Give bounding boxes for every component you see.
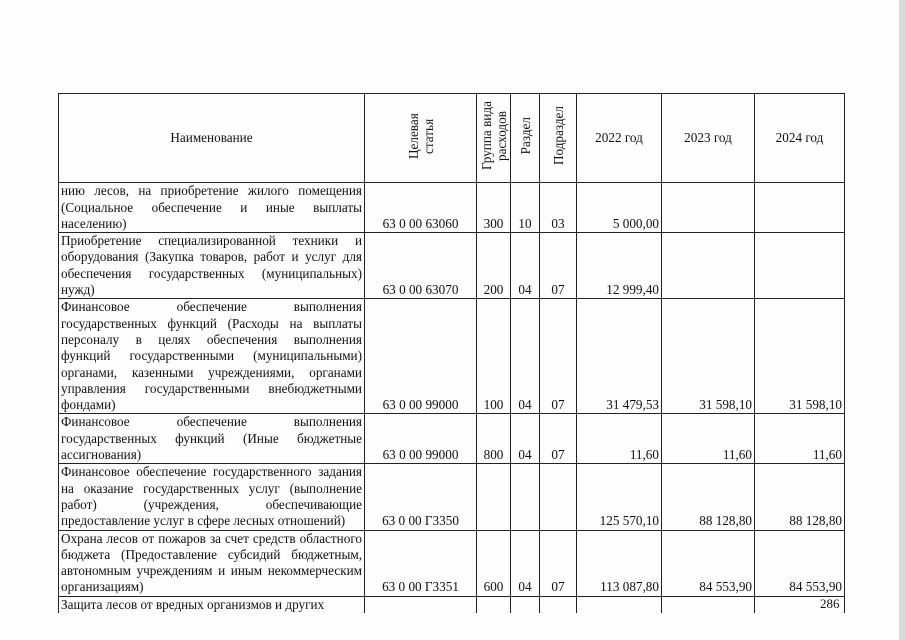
cell-y2024 <box>755 183 845 233</box>
table-row <box>59 530 845 596</box>
cell-y2022: 11,60 <box>577 414 662 464</box>
cell-target: 63 0 00 Г3350 <box>365 464 477 530</box>
table-row <box>59 596 845 613</box>
cell-section: 04 <box>511 414 540 464</box>
header-subsection-label: Подраздел <box>550 106 566 166</box>
header-row <box>59 94 845 183</box>
cell-group: 600 <box>477 530 511 596</box>
cell-name: Охрана лесов от пожаров за счет средств областного бюджета (Предоставление субсидий бюджетным, автономным учреждениям и иным некоммерческим организациям) <box>59 530 365 596</box>
table-row <box>59 183 845 233</box>
cell-target: 63 0 00 63070 <box>365 233 477 299</box>
cell-y2024 <box>755 233 845 299</box>
cell-y2022: 5 000,00 <box>577 183 662 233</box>
cell-name: Финансовое обеспечение выполнения государственных функций (Расходы на выплаты персоналу в целях обеспечения выполнения функций государственными (муниципальными) органами, казенными учреждениями, органами управления государственными внебюджетными фондами) <box>59 299 365 414</box>
cell-y2022: 113 087,80 <box>577 530 662 596</box>
cell-group: 200 <box>477 233 511 299</box>
header-name: Наименование <box>59 94 365 183</box>
cell-subsection <box>540 464 577 530</box>
cell-y2024: 31 598,10 <box>755 299 845 414</box>
header-2024: 2024 год <box>755 94 845 183</box>
cell-y2024: 88 128,80 <box>755 464 845 530</box>
cell-subsection: 03 <box>540 183 577 233</box>
cell-group: 100 <box>477 299 511 414</box>
cell-y2023: 11,60 <box>662 414 755 464</box>
cell-subsection: 07 <box>540 233 577 299</box>
table-body <box>59 183 845 613</box>
cell-y2024: 84 553,90 <box>755 530 845 596</box>
cell-subsection: 07 <box>540 299 577 414</box>
cell-y2024: 11,60 <box>755 414 845 464</box>
cell-name: Финансовое обеспечение выполнения государственных функций (Иные бюджетные ассигнования) <box>59 414 365 464</box>
page-number: 286 <box>820 596 840 611</box>
budget-table <box>58 93 845 613</box>
cell-y2023 <box>662 596 755 613</box>
cell-section <box>511 596 540 613</box>
cell-y2022: 125 570,10 <box>577 464 662 530</box>
header-2023: 2023 год <box>662 94 755 183</box>
table-row <box>59 233 845 299</box>
header-expense-group <box>477 94 511 183</box>
cell-y2023: 88 128,80 <box>662 464 755 530</box>
cell-section: 10 <box>511 183 540 233</box>
header-2022: 2022 год <box>577 94 662 183</box>
cell-name: нию лесов, на приобретение жилого помещения (Социальное обеспечение и иные выплаты населению) <box>59 183 365 233</box>
table-row <box>59 299 845 414</box>
cell-name: Финансовое обеспечение государственного задания на оказание государственных услуг (выполнение работ) (учреждения, обеспечивающие предоставление услуг в сфере лесных отношений) <box>59 464 365 530</box>
cell-y2023 <box>662 183 755 233</box>
page-edge <box>899 0 905 640</box>
cell-y2023 <box>662 233 755 299</box>
header-subsection <box>540 94 577 183</box>
cell-section: 04 <box>511 299 540 414</box>
header-section <box>511 94 540 183</box>
cell-group: 300 <box>477 183 511 233</box>
cell-target: 63 0 00 99000 <box>365 299 477 414</box>
cell-y2022 <box>577 596 662 613</box>
cell-section <box>511 464 540 530</box>
header-target-article <box>365 94 477 183</box>
cell-y2023: 84 553,90 <box>662 530 755 596</box>
cell-y2022: 31 479,53 <box>577 299 662 414</box>
cell-target: 63 0 00 99000 <box>365 414 477 464</box>
cell-subsection: 07 <box>540 530 577 596</box>
header-target-label: Целевая статья <box>405 113 436 159</box>
cell-group: 800 <box>477 414 511 464</box>
cell-section: 04 <box>511 233 540 299</box>
cell-section: 04 <box>511 530 540 596</box>
cell-name: Приобретение специализированной техники и оборудования (Закупка товаров, работ и услуг для обеспечения государственных (муниципальных) нужд) <box>59 233 365 299</box>
header-group-label: Группа вида расходов <box>478 101 509 171</box>
cell-group <box>477 596 511 613</box>
cell-group <box>477 464 511 530</box>
cell-target: 63 0 00 63060 <box>365 183 477 233</box>
cell-subsection <box>540 596 577 613</box>
table-row <box>59 414 845 464</box>
cell-target: 63 0 00 Г3351 <box>365 530 477 596</box>
cell-y2023: 31 598,10 <box>662 299 755 414</box>
table-row <box>59 464 845 530</box>
cell-name: Защита лесов от вредных организмов и других <box>59 596 365 613</box>
cell-target <box>365 596 477 613</box>
cell-y2022: 12 999,40 <box>577 233 662 299</box>
cell-subsection: 07 <box>540 414 577 464</box>
header-section-label: Раздел <box>517 117 533 155</box>
